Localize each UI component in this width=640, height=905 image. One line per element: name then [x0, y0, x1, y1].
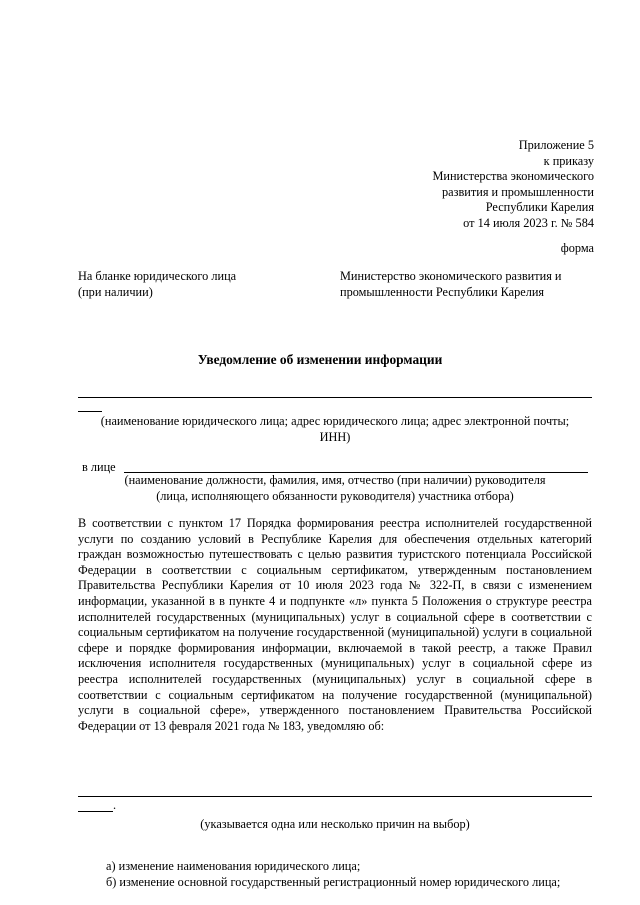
appendix-block	[432, 138, 594, 232]
addressee-line: Министерство экономического развития и	[340, 269, 562, 283]
document-title: Уведомление об изменении информации	[197, 352, 443, 367]
reason-fill-line-continuation	[78, 811, 113, 812]
letterhead-line: (при наличии)	[78, 284, 153, 299]
form-label: форма	[560, 241, 594, 255]
reason-fill-line[interactable]	[78, 796, 592, 797]
option-item: б) изменение основной государственный регистрационный номер юридического лица;	[106, 875, 561, 889]
entity-hint-line: (наименование юридического лица; адрес юридического лица; адрес электронной почты;	[100, 414, 570, 428]
appendix-line: Республики Карелия	[485, 200, 594, 215]
reason-line-end: .	[113, 798, 117, 812]
option-item: а) изменение наименования юридического лица;	[106, 859, 361, 873]
appendix-line: развития и промышленности	[442, 184, 594, 199]
addressee	[340, 269, 600, 300]
letterhead-line: На бланке юридического лица	[78, 269, 237, 283]
letterhead-note	[78, 269, 318, 300]
person-hint-line: (наименование должности, фамилия, имя, отчество (при наличии) руководителя	[124, 473, 546, 487]
person-hint-line: (лица, исполняющего обязанности руководителя) участника отбора)	[156, 488, 514, 503]
entity-fill-line-continuation	[78, 411, 102, 412]
addressee-line: промышленности Республики Карелия	[340, 284, 545, 299]
appendix-line: от 14 июля 2023 г. № 584	[463, 215, 594, 230]
appendix-line: Приложение 5	[518, 138, 594, 152]
reason-hint: (указывается одна или несколько причин на выбор)	[200, 817, 470, 831]
appendix-line: Министерства экономического	[432, 169, 594, 184]
entity-hint-line: ИНН)	[319, 429, 351, 444]
in-person-label: в лице	[82, 460, 116, 474]
entity-fill-line[interactable]	[78, 397, 592, 398]
body-paragraph: В соответствии с пунктом 17 Порядка формирования реестра исполнителей государственной услуги по созданию условий в Республике Карелия для обеспечения отдельных категорий граждан возможностью путешествовать с целью развития туристского потенциала Российской Федерации в соответствии с социальным сертификатом, утвержденным постановлением Правительства Республики Карелия от 10 июля 2023 года № 322-П, в связи с изменением информации, указанной в в пункте 4 и подпункте «л» пункта 5 Положения о структуре реестра исполнителей государственных (муниципальных) услуг в социальной сфере в соответствии с социальным сертификатом на получение государственной (муниципальной) услуги в социальной сфере и порядке формирования информации, включаемой в такой реестр, а также Правил исключения исполнителя государственных (муниципальных) услуг в социальной сфере из реестра исполнителей государственных (муниципальных) услуг в социальной сфере в соответствии с социальным сертификатом на получение государственной (муниципальной) услуги в социальной сфере», утвержденного постановлением Правительства Российской Федерации от 13 февраля 2021 года № 183, уведомляю об:	[78, 516, 592, 733]
appendix-line: к приказу	[543, 153, 594, 168]
person-hint	[78, 473, 592, 504]
entity-hint	[78, 414, 592, 445]
